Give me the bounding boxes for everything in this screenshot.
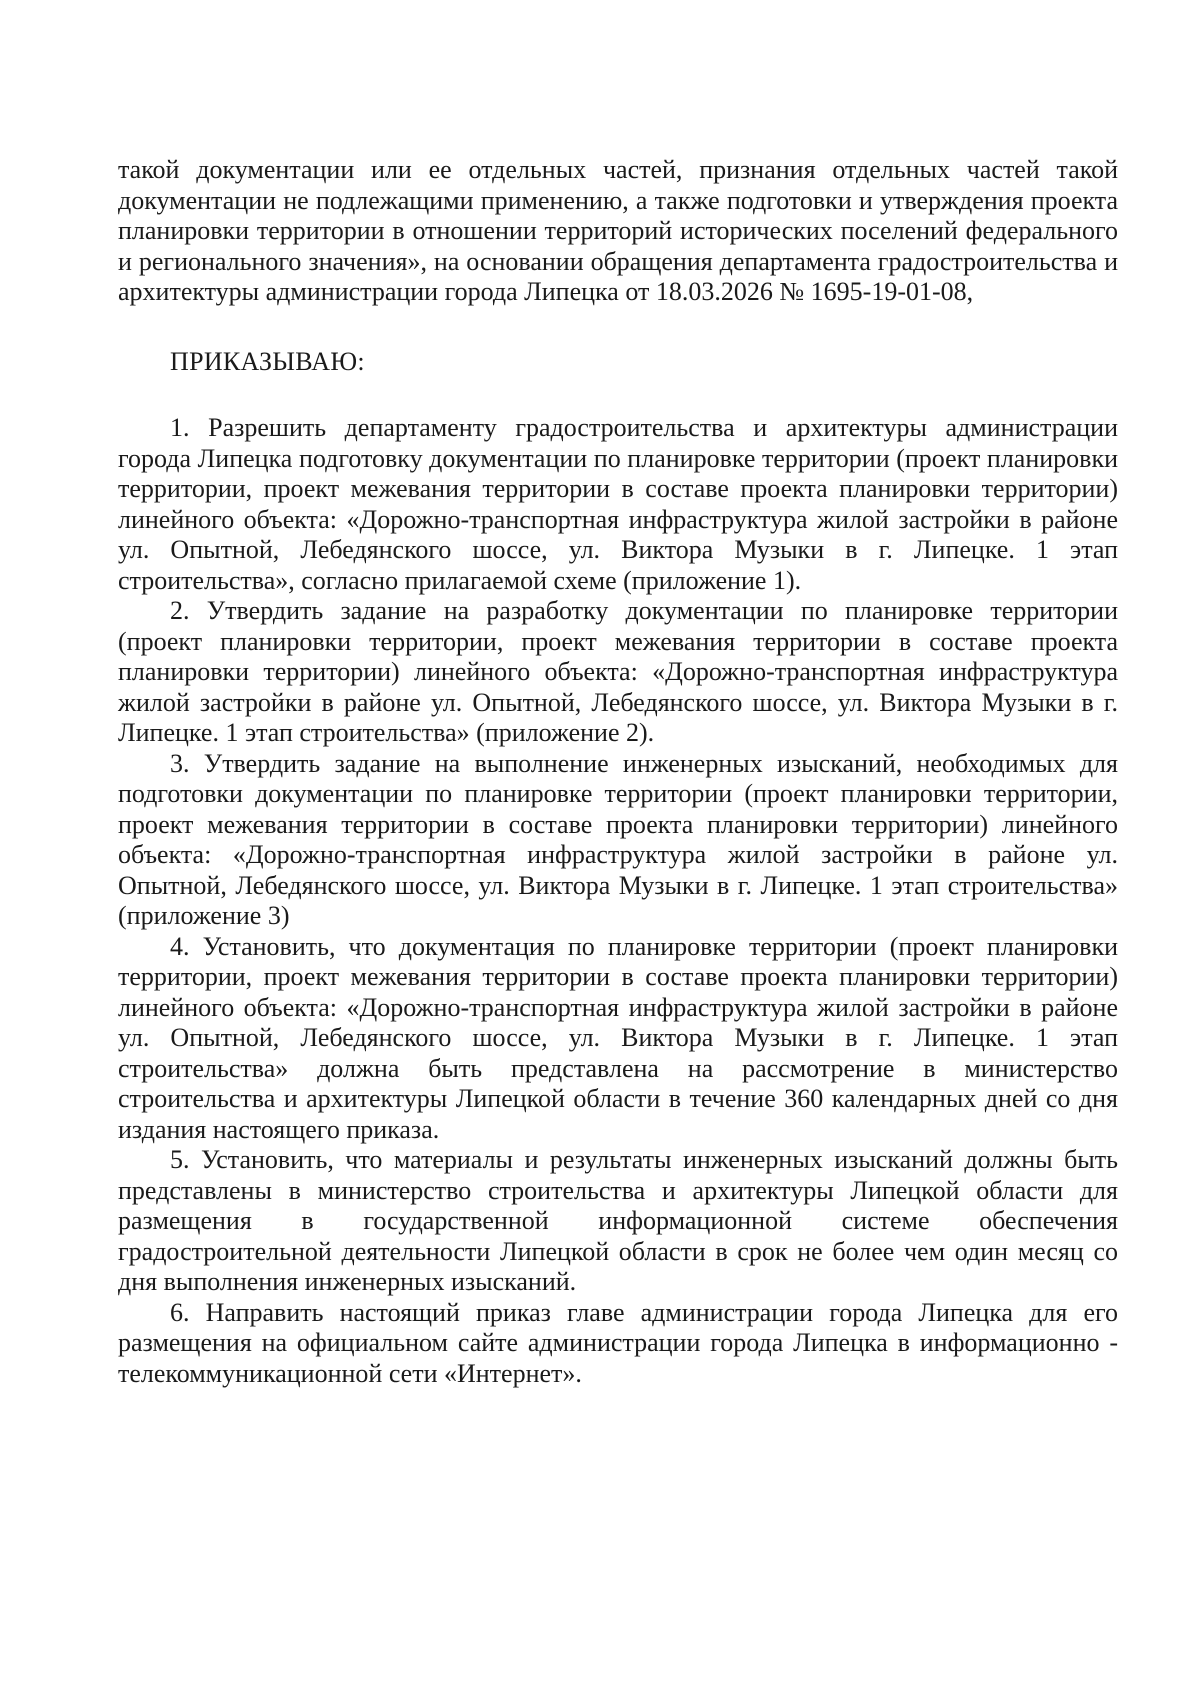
order-item-4: 4. Установить, что документация по планировке территории (проект планировки территории, проект межевания территории в составе проекта планировки территории) линейного объекта: «Дорожно-транспортная инфраструктура жилой застройки в районе ул. Опытной, Лебедянского шоссе, ул. Виктора Музыки в г. Липецке. 1 этап строительства» должна быть представлена на рассмотрение в министерство строительства и архитектуры Липецкой области в течение 360 календарных дней со дня издания настоящего приказа. xyxy=(118,931,1118,1144)
document-page xyxy=(118,155,1118,1389)
order-item-6: 6. Направить настоящий приказ главе администрации города Липецка для его размещения на официальном сайте администрации города Липецка в информационно - телекоммуникационной сети «Интернет». xyxy=(118,1297,1118,1388)
order-item-1: 1. Разрешить департаменту градостроительства и архитектуры администрации города Липецка подготовку документации по планировке территории (проект планировки территории, проект межевания территории в составе проекта планировки территории) линейного объекта: «Дорожно-транспортная инфраструктура жилой застройки в районе ул. Опытной, Лебедянского шоссе, ул. Виктора Музыки в г. Липецке. 1 этап строительства», согласно прилагаемой схеме (приложение 1). xyxy=(118,413,1118,595)
intro-paragraph: такой документации или ее отдельных частей, признания отдельных частей такой документации не подлежащими применению, а также подготовки и утверждения проекта планировки территории в отношении территорий исторических поселений федерального и регионального значения», на основании обращения департамента градостроительства и архитектуры администрации города Липецка от 18.03.2026 № 1695-19-01-08, xyxy=(118,155,1118,306)
order-item-2: 2. Утвердить задание на разработку документации по планировке территории (проект планировки территории, проект межевания территории в составе проекта планировки территории) линейного объекта: «Дорожно-транспортная инфраструктура жилой застройки в районе ул. Опытной, Лебедянского шоссе, ул. Виктора Музыки в г. Липецке. 1 этап строительства» (приложение 2). xyxy=(118,596,1118,747)
order-item-3: 3. Утвердить задание на выполнение инженерных изысканий, необходимых для подготовки документации по планировке территории (проект планировки территории, проект межевания территории в составе проекта планировки территории) линейного объекта: «Дорожно-транспортная инфраструктура жилой застройки в районе ул. Опытной, Лебедянского шоссе, ул. Виктора Музыки в г. Липецке. 1 этап строительства» (приложение 3) xyxy=(118,748,1118,930)
order-heading: ПРИКАЗЫВАЮ: xyxy=(170,346,365,376)
order-item-5: 5. Установить, что материалы и результаты инженерных изысканий должны быть представлены в министерство строительства и архитектуры Липецкой области для размещения в государственной информационной системе обеспечения градостроительной деятельности Липецкой области в срок не более чем один месяц со дня выполнения инженерных изысканий. xyxy=(118,1145,1118,1296)
